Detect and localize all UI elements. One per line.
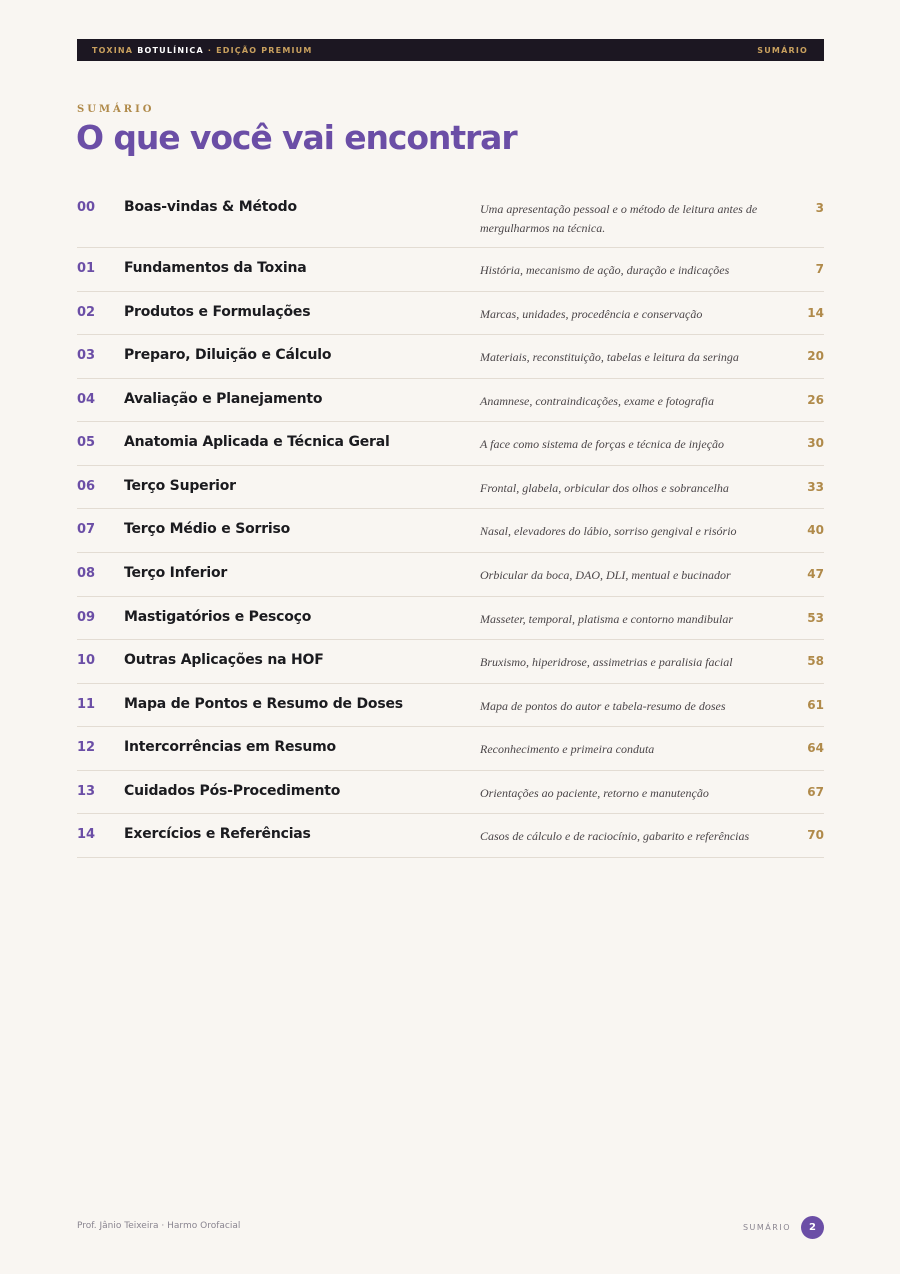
header-section-label: SUMÁRIO [757, 45, 808, 55]
chapter-number: 11 [77, 697, 96, 712]
chapter-description: Mapa de pontos do autor e tabela-resumo de doses [480, 699, 726, 713]
toc-row[interactable] [77, 684, 824, 727]
chapter-page: 14 [807, 306, 824, 320]
chapter-title: Terço Médio e Sorriso [124, 521, 291, 537]
table-of-contents [77, 187, 824, 858]
brand-part-3: · EDIÇÃO PREMIUM [207, 45, 313, 55]
chapter-title: Terço Inferior [124, 565, 228, 581]
top-header-bar [77, 39, 824, 61]
footer-section-label: SUMÁRIO [742, 1223, 791, 1232]
chapter-description: Uma apresentação pessoal e o método de leitura antes de mergulharmos na técnica. [480, 202, 758, 235]
chapter-page: 64 [807, 741, 824, 755]
toc-row[interactable] [77, 379, 824, 422]
chapter-description: Orientações ao paciente, retorno e manutenção [480, 786, 709, 800]
toc-row[interactable] [77, 335, 824, 379]
toc-row[interactable] [77, 597, 824, 640]
chapter-number: 03 [77, 348, 96, 363]
chapter-description: Anamnese, contraindicações, exame e fotografia [480, 394, 714, 408]
chapter-title: Terço Superior [124, 478, 236, 494]
chapter-page: 67 [807, 785, 824, 799]
chapter-page: 30 [807, 436, 824, 450]
brand-part-1: TOXINA [92, 45, 134, 55]
toc-row[interactable] [77, 771, 824, 814]
page-number-badge: 2 [801, 1216, 824, 1239]
chapter-title: Outras Aplicações na HOF [124, 652, 324, 668]
chapter-number: 14 [77, 827, 96, 842]
chapter-title: Produtos e Formulações [124, 304, 311, 320]
toc-row[interactable] [77, 292, 824, 335]
chapter-description: Reconhecimento e primeira conduta [480, 742, 655, 756]
toc-row[interactable] [77, 248, 824, 292]
brand-line [92, 46, 313, 55]
chapter-number: 10 [77, 653, 96, 668]
toc-row[interactable] [77, 509, 824, 553]
brand-part-2: BOTULÍNICA [137, 45, 204, 55]
chapter-number: 02 [77, 305, 96, 320]
chapter-page: 20 [807, 349, 824, 363]
chapter-page: 53 [807, 611, 824, 625]
toc-row[interactable] [77, 553, 824, 597]
chapter-page: 70 [807, 828, 824, 842]
chapter-description: Casos de cálculo e de raciocínio, gabarito e referências [480, 829, 750, 843]
chapter-page: 3 [815, 201, 824, 215]
chapter-number: 07 [77, 522, 96, 537]
chapter-page: 40 [807, 523, 824, 537]
chapter-description: Frontal, glabela, orbicular dos olhos e sobrancelha [480, 481, 729, 495]
footer-author: Prof. Jânio Teixeira · Harmo Orofacial [77, 1221, 241, 1231]
chapter-description: Masseter, temporal, platisma e contorno mandibular [480, 612, 733, 626]
chapter-title: Fundamentos da Toxina [124, 260, 307, 276]
chapter-title: Preparo, Diluição e Cálculo [124, 347, 332, 363]
chapter-description: Materiais, reconstituição, tabelas e leitura da seringa [480, 350, 739, 364]
chapter-number: 12 [77, 740, 96, 755]
chapter-description: A face como sistema de forças e técnica de injeção [480, 437, 725, 451]
chapter-description: Orbicular da boca, DAO, DLI, mentual e bucinador [480, 568, 731, 582]
chapter-description: História, mecanismo de ação, duração e indicações [480, 263, 730, 277]
chapter-title: Cuidados Pós-Procedimento [124, 783, 341, 799]
chapter-page: 58 [807, 654, 824, 668]
toc-row[interactable] [77, 727, 824, 771]
chapter-page: 33 [807, 480, 824, 494]
chapter-page: 7 [815, 262, 824, 276]
toc-row[interactable] [77, 187, 824, 248]
chapter-number: 00 [77, 200, 96, 215]
chapter-number: 13 [77, 784, 96, 799]
chapter-title: Mapa de Pontos e Resumo de Doses [124, 696, 403, 712]
chapter-title: Boas-vindas & Método [124, 199, 297, 215]
chapter-description: Nasal, elevadores do lábio, sorriso gengival e risório [480, 524, 737, 538]
toc-row[interactable] [77, 422, 824, 466]
chapter-title: Intercorrências em Resumo [124, 739, 336, 755]
footer-pagination [743, 1216, 824, 1239]
chapter-number: 01 [77, 261, 96, 276]
chapter-title: Avaliação e Planejamento [124, 391, 323, 407]
chapter-description: Bruxismo, hiperidrose, assimetrias e paralisia facial [480, 655, 733, 669]
chapter-page: 26 [807, 393, 824, 407]
chapter-description: Marcas, unidades, procedência e conservação [480, 307, 703, 321]
chapter-number: 05 [77, 435, 96, 450]
eyebrow-label: SUMÁRIO [77, 104, 155, 115]
chapter-page: 47 [807, 567, 824, 581]
chapter-title: Exercícios e Referências [124, 826, 311, 842]
chapter-number: 04 [77, 392, 96, 407]
chapter-title: Mastigatórios e Pescoço [124, 609, 312, 625]
toc-row[interactable] [77, 466, 824, 509]
toc-row[interactable] [77, 814, 824, 858]
chapter-number: 06 [77, 479, 96, 494]
page-title: O que você vai encontrar [76, 118, 517, 157]
chapter-number: 08 [77, 566, 96, 581]
chapter-page: 61 [807, 698, 824, 712]
chapter-title: Anatomia Aplicada e Técnica Geral [124, 434, 390, 450]
toc-row[interactable] [77, 640, 824, 684]
chapter-number: 09 [77, 610, 96, 625]
